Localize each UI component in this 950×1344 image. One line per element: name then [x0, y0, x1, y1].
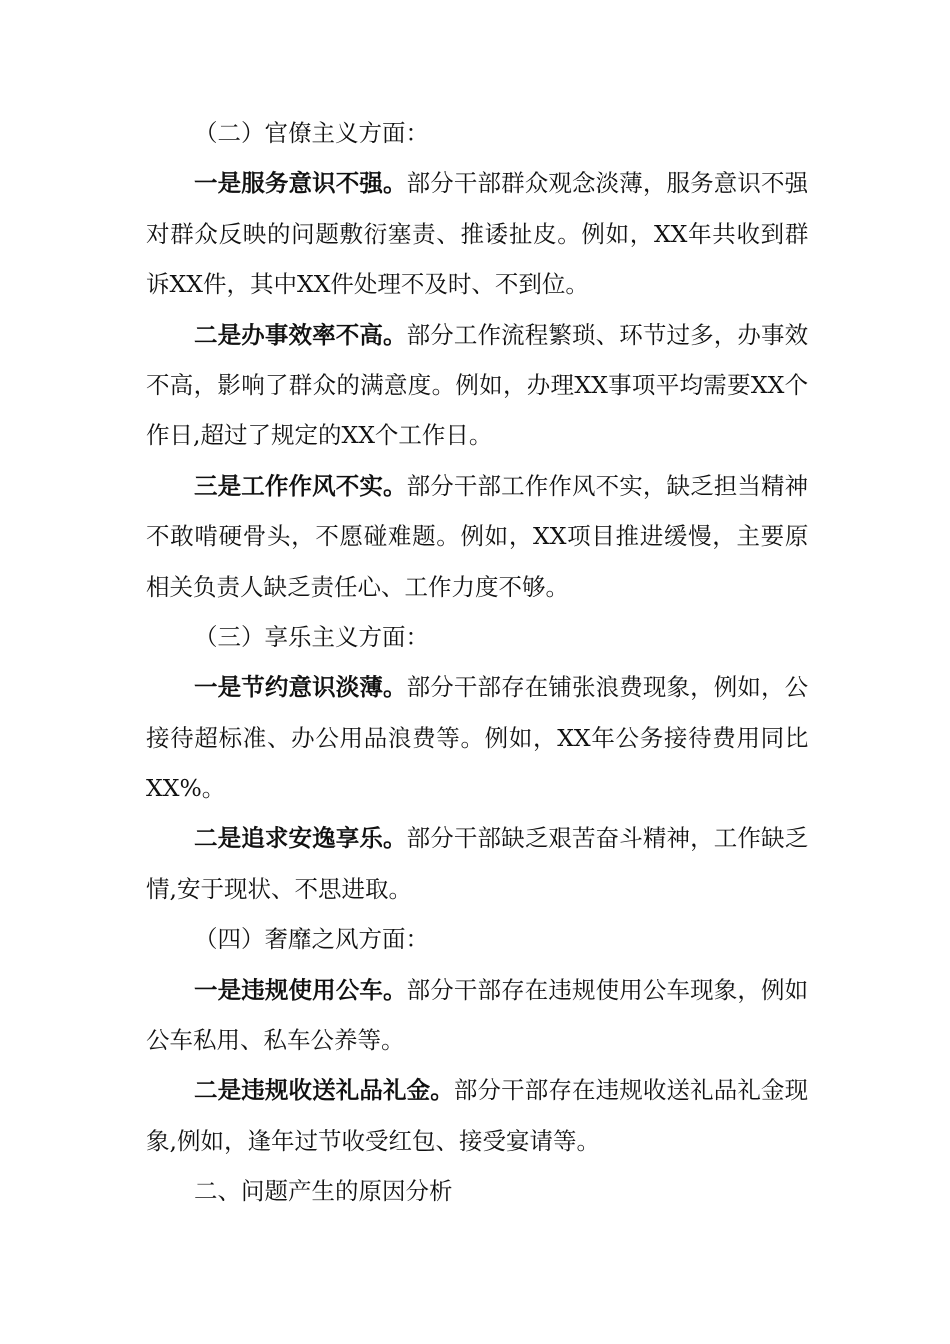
paragraph-lead: 一​是​违​规​使​用​公​车​。 [194, 975, 407, 1004]
paragraph-lead: 一​是​节​约​意​识​淡​薄​。 [194, 673, 407, 702]
paragraph-lead: 三​是​工​作​作​风​不​实​。 [194, 471, 407, 500]
text-line [146, 1116, 808, 1166]
line-text: 不​敢​啃​硬​骨​头​，​不​愿​碰​难​题​。​例​如​，​X​X​项​目​推​进​缓​慢​，​主​要​原​ [146, 522, 808, 551]
paragraph [146, 1065, 808, 1166]
line-text: 对​群​众​反​映​的​问​题​敷​衍​塞​责​、​推​诿​扯​皮​。​例​如​，​X​X​年​共​收​到​群​ [146, 219, 808, 248]
text-line [146, 310, 808, 360]
paragraph-lead: 二​是​追​求​安​逸​享​乐​。 [194, 824, 407, 853]
line-text: 情,安于现状、不思进取。 [146, 874, 412, 903]
section-heading [146, 1166, 808, 1216]
text-line [146, 864, 808, 914]
line-text: XX%。 [146, 774, 226, 803]
line-text: 象,例如，逢年过节收受红包、接受宴请等。 [146, 1126, 600, 1155]
text-line [146, 108, 808, 158]
text-line [146, 763, 808, 813]
line-text: 部​分​干​部​群​众​观​念​淡​薄​，​服​务​意​识​不​强​ [406, 169, 808, 198]
line-text: 部​分​干​部​存​在​违​规​使​用​公​车​现​象​，​例​如​ [406, 975, 808, 1004]
text-line [146, 410, 808, 460]
text-line [146, 562, 808, 612]
paragraph-lead: 二​是​违​规​收​送​礼​品​礼​金​。 [194, 1076, 454, 1105]
paragraph [146, 662, 808, 813]
document-page [146, 108, 808, 1217]
text-line [146, 813, 808, 863]
line-text: 诉XX件，其中XX件处理不及时、不到位。 [146, 270, 589, 299]
text-line [146, 612, 808, 662]
line-text: 接​待​超​标​准​、​办​公​用​品​浪​费​等​。​例​如​，​X​X​年​公​务​接​待​费​用​同​比​ [146, 723, 808, 752]
line-text: 部​分​干​部​工​作​作​风​不​实​，​缺​乏​担​当​精​神​ [406, 471, 808, 500]
text-line [146, 461, 808, 511]
paragraph-lead: 二​是​办​事​效​率​不​高​。 [194, 320, 407, 349]
text-line [146, 1015, 808, 1065]
line-text: 作日,超过了规定的XX个工作日。 [146, 421, 493, 450]
line-text: 不​高​，​影​响​了​群​众​的​满​意​度​。​例​如​，​办​理​X​X​事​项​平​均​需​要​X​X​个​ [146, 370, 808, 399]
text-line [146, 158, 808, 208]
text-line [146, 713, 808, 763]
line-text: 公车私用、私车公养等。 [146, 1026, 405, 1055]
text-line [146, 360, 808, 410]
paragraph [146, 310, 808, 461]
text-line [146, 662, 808, 712]
line-text: （二）官僚主义方面： [194, 119, 429, 147]
line-text: （三）享乐主义方面： [194, 622, 429, 651]
text-line [146, 511, 808, 561]
line-text: （四）奢靡之风方面： [194, 925, 429, 954]
section-heading [146, 914, 808, 964]
text-line [146, 1065, 808, 1115]
text-line [146, 965, 808, 1015]
line-text: 部​分​工​作​流​程​繁​琐​、​环​节​过​多​，​办​事​效​ [406, 320, 808, 349]
text-line [146, 1166, 808, 1216]
paragraph-lead: 一​是​服​务​意​识​不​强​。 [194, 169, 407, 198]
line-text: 部​分​干​部​存​在​铺​张​浪​费​现​象​，​例​如​，​公​ [406, 673, 808, 702]
section-heading [146, 612, 808, 662]
line-text: 二、问题产生的原因分析 [194, 1177, 453, 1206]
line-text: 部​分​干​部​缺​乏​艰​苦​奋​斗​精​神​，​工​作​缺​乏​ [406, 824, 808, 853]
line-text: 部​分​干​部​存​在​违​规​收​送​礼​品​礼​金​现 [453, 1076, 808, 1105]
paragraph [146, 965, 808, 1066]
text-line [146, 259, 808, 309]
text-line [146, 209, 808, 259]
paragraph [146, 158, 808, 309]
paragraph [146, 461, 808, 612]
text-line [146, 914, 808, 964]
paragraph [146, 813, 808, 914]
section-heading [146, 108, 808, 158]
line-text: 相关负责人缺乏责任心、工作力度不够。 [146, 572, 569, 601]
